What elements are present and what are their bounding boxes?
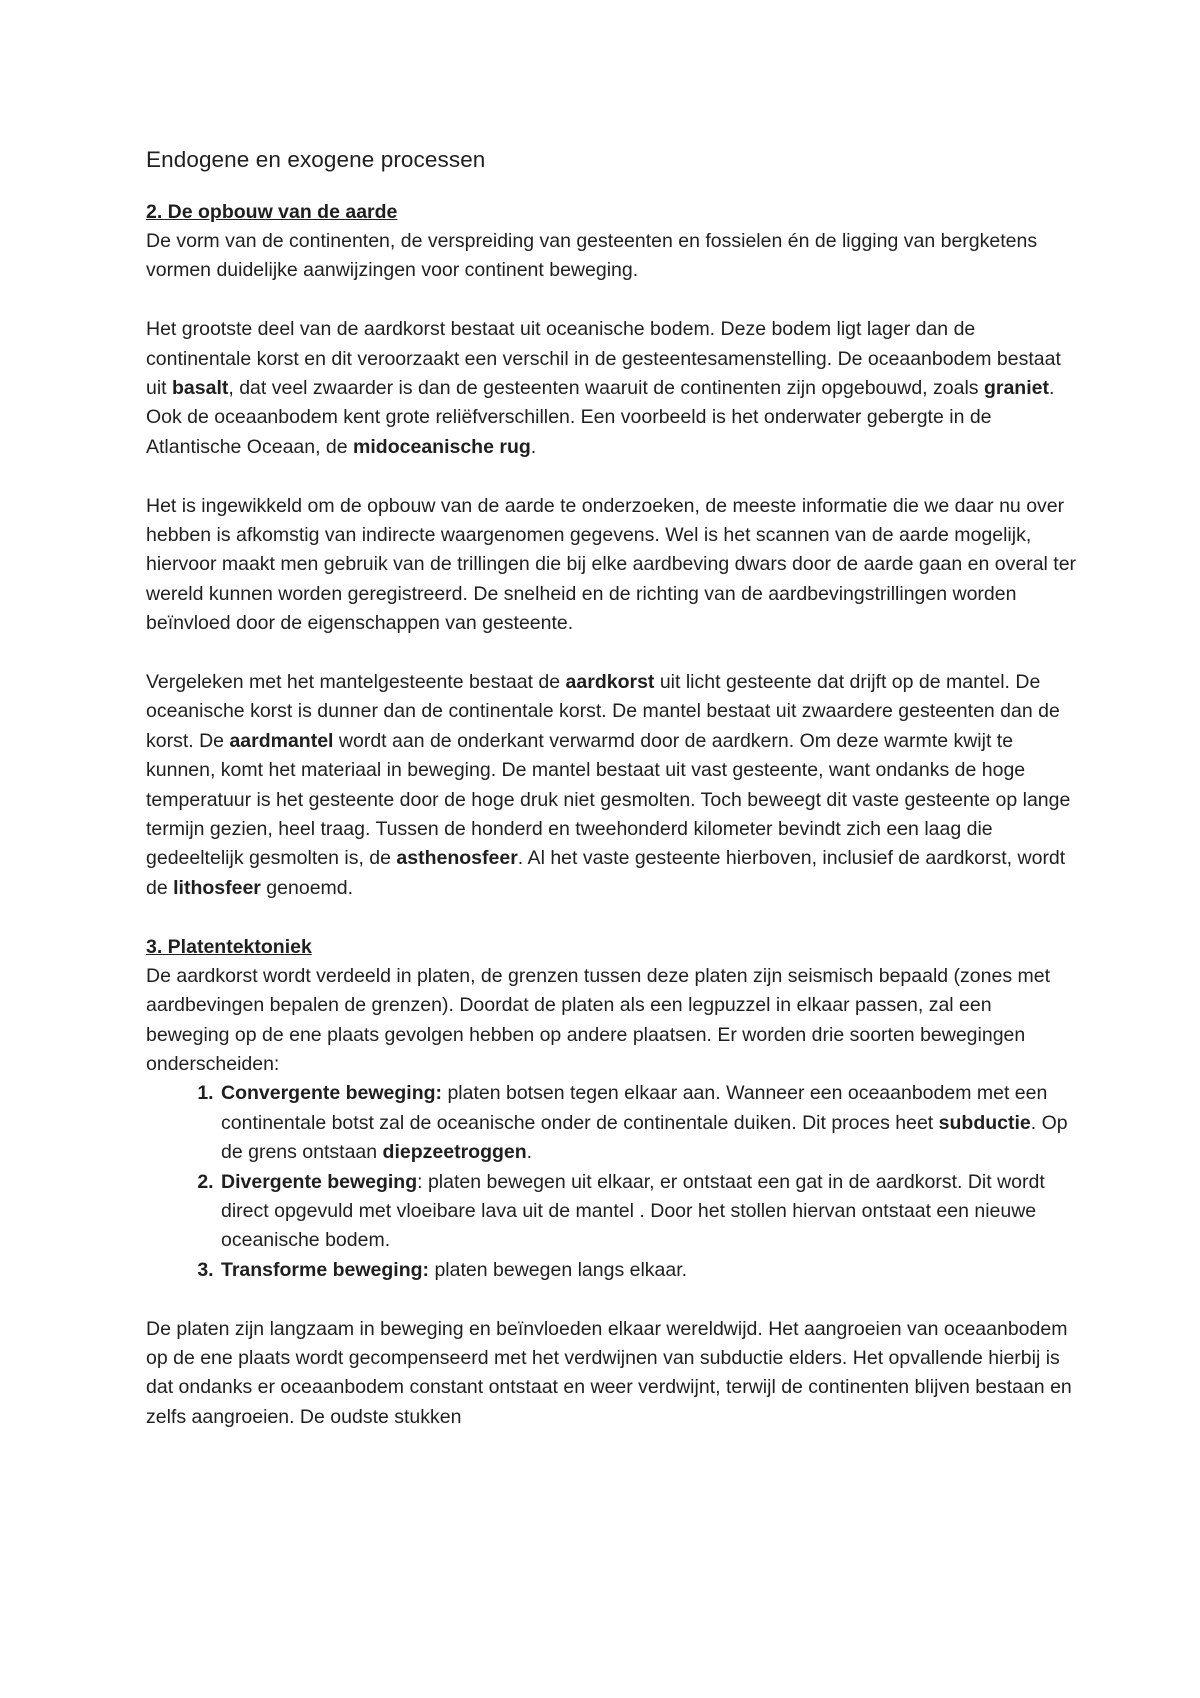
- section-heading-opbouw: 2. De opbouw van de aarde: [146, 201, 398, 223]
- term-convergente-beweging: Convergente beweging:: [221, 1082, 443, 1105]
- text-run: . Op de grens ontstaan: [221, 1111, 1068, 1164]
- term-graniet: graniet: [983, 377, 1049, 400]
- paragraph-continent-evidence: De vorm van de continenten, de verspreiding van gesteenten en fossielen én de ligging van bergketens vormen duidelijke aanwijzingen voor continent beweging.: [146, 230, 1038, 282]
- text-run: . Ook de oceaanbodem kent grote reliëfverschillen. Een voorbeeld is het onderwater gebergte in de Atlantische Oceaan, de: [146, 377, 1055, 458]
- term-aardkorst: aardkorst: [565, 671, 655, 694]
- section-heading-platentektoniek: 3. Platentektoniek: [146, 935, 312, 958]
- text-run: wordt aan de onderkant verwarmd door de aardkern. Om deze warmte kwijt te kunnen, komt het materiaal in beweging. De mantel bestaat uit vast gesteente, want ondanks de hoge temperatuur is het gesteente door de hoge druk niet gesmolten. Toch beweegt dit vaste gesteente op lange termijn gezien, heel traag. Tussen de honderd en tweehonderd kilometer bevindt zich een laag die gedeeltelijk gesmolten is, de: [146, 729, 1071, 870]
- text-run: platen botsen tegen elkaar aan. Wanneer een oceaanbodem met een continentale botst zal de oceanische onder de continentale duiken. Dit proces heet: [221, 1082, 1048, 1134]
- term-transforme-beweging: Transforme beweging:: [221, 1258, 430, 1281]
- list-item-transform: [219, 1256, 1080, 1285]
- list-item-divergent: [219, 1168, 1080, 1256]
- term-basalt: basalt: [172, 377, 229, 400]
- movement-types-list: [146, 1079, 1080, 1285]
- text-run: platen bewegen langs elkaar.: [429, 1258, 688, 1281]
- term-divergente-beweging: Divergente beweging: [221, 1170, 418, 1193]
- text-run: , dat veel zwaarder is dan de gesteenten waaruit de continenten zijn opgebouwd, zoals: [228, 377, 984, 400]
- term-midoceanische-rug: midoceanische rug: [353, 435, 531, 458]
- text-run: uit licht gesteente dat drijft op de mantel. De oceanische korst is dunner dan de continentale korst. De mantel bestaat uit zwaardere gesteenten dan de korst. De: [146, 671, 1060, 752]
- term-asthenosfeer: asthenosfeer: [396, 847, 518, 870]
- text-run: : platen bewegen uit elkaar, er ontstaat een gat in de aardkorst. Dit wordt direct opgevuld met vloeibare lava uit de mantel . Door het stollen hiervan ontstaat een nieuwe oceanische bodem.: [221, 1170, 1045, 1252]
- document-title: Endogene en exogene processen: [146, 147, 486, 172]
- text-run: Vergeleken met het mantelgesteente bestaat de: [146, 671, 566, 694]
- paragraph-plates-closing: De platen zijn langzaam in beweging en beïnvloeden elkaar wereldwijd. Het aangroeien van oceaanbodem op de ene plaats wordt gecompenseerd met het verdwijnen van subductie elders. Het opvallende hierbij is dat ondanks er oceaanbodem constant ontstaat en weer verdwijnt, terwijl de continenten blijven bestaan en zelfs aangroeien. De oudste stukken: [146, 1317, 1072, 1428]
- paragraph-earth-scanning: Het is ingewikkeld om de opbouw van de aarde te onderzoeken, de meeste informatie die we daar nu over hebben is afkomstig van indirecte waargenomen gegevens. Wel is het scannen van de aarde mogelijk, hiervoor maakt men gebruik van de trillingen die bij elke aardbeving dwars door de aarde gaan en overal ter wereld kunnen worden geregistreerd. De snelheid en de richting van de aardbevingstrillingen worden beïnvloed door de eigenschappen van gesteente.: [146, 494, 1077, 635]
- text-run: . Al het vaste gesteente hierboven, inclusief de aardkorst, wordt de: [146, 847, 1066, 899]
- text-run: genoemd.: [260, 876, 354, 899]
- term-aardmantel: aardmantel: [229, 729, 334, 752]
- list-item-convergent: [219, 1079, 1080, 1167]
- text-run: .: [526, 1141, 533, 1164]
- term-diepzeetroggen: diepzeetroggen: [382, 1141, 527, 1164]
- text-run: Het grootste deel van de aardkorst bestaat uit oceanische bodem. Deze bodem ligt lager dan de continentale korst en dit veroorzaakt een verschil in de gesteentesamenstelling. De oceaanbodem bestaat uit: [146, 318, 1061, 400]
- paragraph-earth-layers: [146, 668, 1080, 903]
- term-subductie: subductie: [938, 1111, 1031, 1134]
- term-lithosfeer: lithosfeer: [173, 876, 261, 899]
- paragraph-plates-intro: De aardkorst wordt verdeeld in platen, de grenzen tussen deze platen zijn seismisch bepaald (zones met aardbevingen bepalen de grenzen). Doordat de platen als een legpuzzel in elkaar passen, zal een beweging op de ene plaats gevolgen hebben op andere plaatsen. Er worden drie soorten bewegingen onderscheiden:: [146, 964, 1051, 1075]
- paragraph-oceanic-floor: [146, 315, 1080, 462]
- text-run: .: [530, 435, 537, 458]
